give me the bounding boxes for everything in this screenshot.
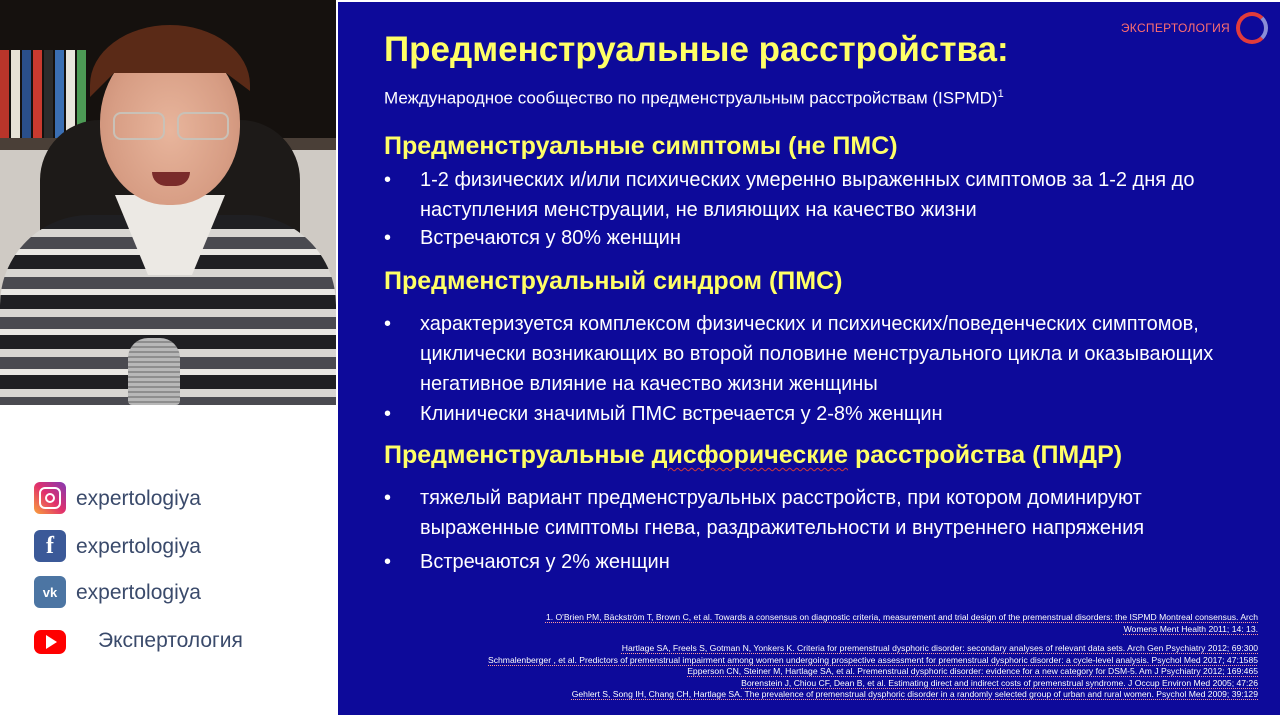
social-label-facebook[interactable]: expertologiya [76, 535, 201, 558]
microphone [128, 338, 180, 405]
social-label-instagram[interactable]: expertologiya [76, 487, 201, 510]
social-link-youtube[interactable] [34, 630, 66, 654]
reference-line: Borenstein J, Chiou CF, Dean B, et al. Estimating direct and indirect costs of premenstrual syndrome. J Occup Environ Med 2005; 47:26 [741, 677, 1258, 688]
references [398, 612, 1258, 701]
brand-logo [1121, 12, 1268, 44]
presentation-slide: ЭКСПЕРТОЛОГИЯ Предменструальные расстройства: Международное сообщество по предменструальным расстройствам (ISPMD)$^1$ Предменструальные симптомы (не ПМС) • 1-2 физических и/или психических умеренно выраженных симптомов за 1-2 дня до наступления менструации, не влияющих на качество жизни • Встречаются у 80% женщин Предменструальный синдром (ПМС) • характеризуется комплексом физических и психических/поведенческих симптомов, циклически возникающих во второй половине менструального цикла и оказывающих негативное влияние на качество жизни женщины • Клинически значимый ПМС встречается у 2-8% женщин Предменструальные дисфорические расстройства (ПМДР) • тяжелый вариант предменструальных расстройств, при котором доминируют выраженные симптомы гнева, раздражительности и внутреннего напряжения • Встречаются у 2% женщин 1. O'Brien PM, Bäckström T, Brown C, et al. Towards a consensus on diagnostic criteria, measurement and trial design of the premenstrual disorders: the ISPMD Montreal consensus. Arch Womens Ment Health 2011; 14: 13. Hartlage SA, Freels S, Gotman N, Yonkers K. Criteria for premenstrual dysphoric disorder: secondary analyses of relevant data sets. Arch Gen Psychiatry 2012; 69:300 Schmalenberger , et al. Predictors of premenstrual impairment among women undergoing prospective assessment for premenstrual dysphoric disorder: a cycle-level analysis. Psychol Med 2017; 47:1585 Epperson CN, Steiner M, Hartlage SA, et al. Premenstrual dysphoric disorder: evidence for a new category for DSM-5. Am J Psychiatry 2012; 169:465 Borenstein J, Chiou CF, Dean B, et al. Estimating direct and indirect costs of premenstrual syndrome. J Occup Environ Med 2005; 47:26 Gehlert S, Song IH, Chang CH, Hartlage SA. The prevalence of premenstrual dysphoric disorder in a randomly selected group of urban and rural women. Psychol Med 2009; 39:129 [338, 2, 1280, 715]
presenter-webcam-video [0, 0, 336, 405]
reference-line: Epperson CN, Steiner M, Hartlage SA, et al. Premenstrual dysphoric disorder: evidence for a new category for DSM-5. Am J Psychiatry 2012; 169:465 [687, 666, 1258, 676]
social-label-youtube[interactable]: Экспертология [98, 629, 243, 652]
reference-line: Schmalenberger , et al. Predictors of premenstrual impairment among women undergoing prospective assessment for premenstrual dysphoric disorder: a cycle-level analysis. Psychol Med 2017; 47:1585 [488, 654, 1258, 665]
reference-line: 1. O'Brien PM, Bäckström T, Brown C, et al. Towards a consensus on diagnostic criteria, measurement and trial design of the premenstrual disorders: the ISPMD Montreal consensus. Arch [545, 612, 1258, 622]
logo-ring-icon [1236, 12, 1268, 44]
social-link-vk[interactable] [34, 576, 66, 608]
reference-line: Womens Ment Health 2011; 14: 13. [1123, 623, 1258, 634]
reference-line: Hartlage SA, Freels S, Gotman N, Yonkers K. Criteria for premenstrual dysphoric disorder: secondary analyses of relevant data sets. Arch Gen Psychiatry 2012; 69:300 [621, 643, 1258, 653]
social-links-panel [0, 405, 336, 720]
section-heading-premenstrual-symptoms: Предменструальные симптомы (не ПМС) [384, 132, 898, 160]
reference-line: Gehlert S, Song IH, Chang CH, Hartlage SA. The prevalence of premenstrual dysphoric disorder in a randomly selected group of urban and rural women. Psychol Med 2009; 39:129 [571, 689, 1258, 699]
social-label-vk[interactable]: expertologiya [76, 581, 201, 604]
slide-title: Предменструальные расстройства: [384, 30, 1009, 69]
subtitle-footnote-marker: 1 [997, 88, 1004, 100]
instagram-icon [34, 482, 66, 514]
youtube-icon [34, 630, 66, 654]
slide-subtitle: Международное сообщество по предменструальным расстройствам (ISPMD)$^1$ [384, 88, 1004, 108]
facebook-icon: f [34, 530, 66, 562]
glasses [113, 112, 229, 138]
social-link-facebook[interactable] [34, 530, 66, 562]
brand-logo-text: ЭКСПЕРТОЛОГИЯ [1120, 21, 1230, 35]
vk-icon: vk [34, 576, 66, 608]
social-link-instagram[interactable] [34, 482, 66, 514]
section-heading-pmdd: Предменструальные дисфорические расстройства (ПМДР) [384, 441, 1123, 469]
section-heading-pms: Предменструальный синдром (ПМС) [384, 267, 843, 295]
